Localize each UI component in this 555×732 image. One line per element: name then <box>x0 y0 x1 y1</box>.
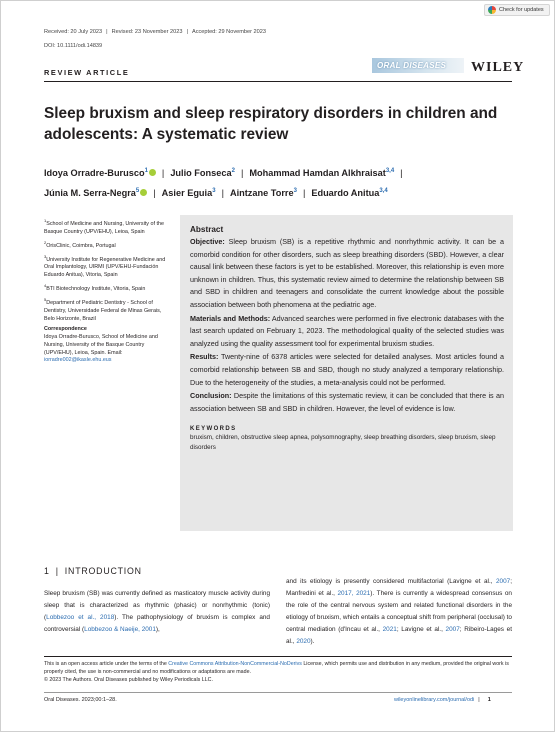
affiliation-item: $^1$School of Medicine and Nursing, University of the Basque Country (UPV/EHU), Leioa, Spain <box>44 218 164 235</box>
abstract-heading: Abstract <box>190 225 224 234</box>
publisher-logo: WILEY <box>471 60 525 75</box>
author-line-1: Idoya Orradre-Burusco$^1$ | Julio Fonseca$^2$ | Mohammad Hamdan Alkhraisat$^{3,4}$ | <box>44 168 403 179</box>
orcid-icon[interactable] <box>140 189 147 196</box>
license-rule <box>44 656 512 657</box>
crossmark-icon <box>488 6 496 14</box>
author-name[interactable]: Asier Eguia <box>161 187 213 198</box>
author-list <box>44 163 524 202</box>
citation-link[interactable]: Lobbezoo et al., 2018 <box>46 614 115 622</box>
author-name[interactable]: Julio Fonseca <box>170 168 232 179</box>
affiliation-item: $^4$BTI Biotechnology Institute, Vitoria, Spain <box>44 283 146 293</box>
footer-rule <box>44 692 512 693</box>
journal-citation: Oral Diseases. 2023;00:1–28. <box>44 697 117 703</box>
author-name[interactable]: Mohammad Hamdan Alkhraisat <box>249 168 386 179</box>
page-number: 1 <box>487 697 491 703</box>
section-number: 1 <box>44 566 50 576</box>
footer-right: wileyonlinelibrary.com/journal/odi | 1 <box>394 697 491 703</box>
author-affil: 2 <box>231 168 235 174</box>
author-affil: 3 <box>212 187 216 194</box>
journal-logo: ORAL DISEASES <box>372 58 464 73</box>
license-notice: This is an open access article under the terms of the Creative Commons Attribution-NonCommercial-NoDerivs License, which permits use and distribution in any medium, provided the original work is properly cited, the use is non-commercial and no modifications or adaptations are made. © 2023 The Authors. Oral Diseases published by Wiley Periodicals LLC. <box>44 661 509 684</box>
citation-link[interactable]: 2007 <box>445 626 460 634</box>
doi[interactable]: DOI: 10.1111/odi.14839 <box>44 43 103 49</box>
check-updates-label: Check for updates <box>499 7 544 13</box>
body-column-left: Sleep bruxism (SB) was currently defined as masticatory muscle activity during sleep that is characterized as rhythmic (phasic) or nonrhythmic (tonic) (Lobbezoo et al., 2018). The pathophysiology of bruxism is complex and controversial (Lobbezoo & Naeije, 2001), <box>44 590 270 634</box>
abstract-conclusion: Conclusion: Despite the limitations of this systematic review, it can be concluded that there is an association between SB and SBD in children. However, the level of evidence is low. <box>190 391 504 413</box>
section-title: INTRODUCTION <box>64 566 142 576</box>
abstract-methods: Materials and Methods: Advanced searches were performed in five electronic databases with the last search updated on February 1, 2023. The methodological quality of the selected studies was analyzed using the quality assessment tool for experimental bruxism studies. <box>190 313 504 348</box>
article-type: REVIEW ARTICLE <box>44 68 130 77</box>
author-affil: 3,4 <box>385 168 395 174</box>
section-heading-introduction: 1 | INTRODUCTION <box>44 566 142 576</box>
author-name[interactable]: Eduardo Anitua <box>311 187 380 198</box>
keywords-heading: KEYWORDS <box>190 426 237 433</box>
citation-link[interactable]: 2007 <box>496 578 511 585</box>
abstract-box <box>180 215 513 531</box>
author-affil: 1 <box>144 168 148 174</box>
author-name[interactable]: Idoya Orradre-Burusco <box>44 168 145 179</box>
affiliation-item: $^3$University Institute for Regenerative Medicine and Oral Implantology, UIRMI (UPV/EHU-Fundación Eduardo Anitua), Vitoria, Spain <box>44 253 166 279</box>
journal-url-link[interactable]: wileyonlinelibrary.com/journal/odi <box>394 697 475 703</box>
citation-link[interactable]: 2017, 2021 <box>337 590 371 598</box>
author-affil: 3,4 <box>379 187 388 194</box>
accepted-date: Accepted: 29 November 2023 <box>191 29 266 35</box>
keywords-list: bruxism, children, obstructive sleep apnea, polysomnography, sleep breathing disorders, sleep bruxism, sleep disorders <box>190 434 496 451</box>
correspondence-text: Idoya Orradre-Burusco, School of Medicine and Nursing, University of the Basque Country (UPV/EHU), Leioa, Spain. Email: iorradre002@ikasle.ehu.eus <box>44 334 158 364</box>
received-date: Received: 20 July 2023 <box>44 29 103 35</box>
correspondence-heading: Correspondence <box>44 326 87 333</box>
article-title <box>44 103 524 145</box>
copyright: © 2023 The Authors. Oral Diseases published by Wiley Periodicals LLC. <box>44 677 213 684</box>
abstract-results: Results: Twenty-nine of 6378 articles were selected for detailed analyses. Most articles found a comorbid relationship between SB and SBD, though no study analyzed a temporary relationship. Due to the heterogeneity of the studies, a meta-analysis could not be performed. <box>190 352 504 387</box>
revised-date: Revised: 23 November 2023 <box>111 29 183 35</box>
author-name[interactable]: Júnia M. Serra-Negra <box>44 187 136 198</box>
body-column-right: and its etiology is presently considered multifactorial (Lavigne et al., 2007; Manfredini et al., 2017, 2021). There is currently a widespread consensus on the role of the central nervous system and related functional disorders in the etiology of bruxism, which entails a conceptual shift from peripheral (occlusal) to central mediation (d'Incau et al., 2021; Lavigne et al., 2007; Ribeiro-Lages et al., 2020). <box>286 578 512 646</box>
title-line-2: adolescents: A systematic review <box>44 126 289 143</box>
article-dates: Received: 20 July 2023 | Revised: 23 November 2023 | Accepted: 29 November 2023 <box>44 29 266 35</box>
orcid-icon[interactable] <box>149 169 156 176</box>
check-for-updates-button[interactable] <box>484 4 550 16</box>
affiliation-item: $^2$OrisClinic, Coimbra, Portugal <box>44 239 116 249</box>
author-affil: 5 <box>135 187 140 194</box>
affiliations <box>44 217 168 365</box>
author-name[interactable]: Aintzane Torre <box>229 187 294 198</box>
citation-link[interactable]: 2020 <box>296 638 311 646</box>
author-line-2: Júnia M. Serra-Negra$^5$ | Asier Eguia$^3$ | Aintzane Torre$^3$ | Eduardo Anitua$^{3,4}$ <box>44 187 388 198</box>
header-rule <box>44 81 512 82</box>
license-link[interactable]: Creative Commons Attribution-NonCommercial-NoDerivs <box>168 661 302 667</box>
author-affil: 3 <box>293 187 297 194</box>
citation-link[interactable]: 2021 <box>382 626 397 634</box>
email-link[interactable]: iorradre002@ikasle.ehu.eus <box>44 357 112 364</box>
citation-link[interactable]: Lobbezoo & Naeije, 2001 <box>84 626 156 634</box>
title-line-1: Sleep bruxism and sleep respiratory disorders in children and <box>44 105 498 122</box>
affiliation-item: $^5$Department of Pediatric Dentistry - School of Dentistry, Universidade Federal de Minas Gerais, Belo Horizonte, Brazil <box>44 297 162 322</box>
abstract-objective: Objective: Sleep bruxism (SB) is a repetitive rhythmic and nonrhythmic activity. It can be a comorbid condition for other disorders, such as sleep breathing disorders (SBD). However, a clear causal link between these factors is yet to be established. Moreover, this relationship is even more unknown in children. Thus, this systematic review aimed to determine the relationship between SB and SBD in children and teenagers and consolidate the current knowledge about the possible association between both phenomena at the pediatric age. <box>190 237 505 309</box>
